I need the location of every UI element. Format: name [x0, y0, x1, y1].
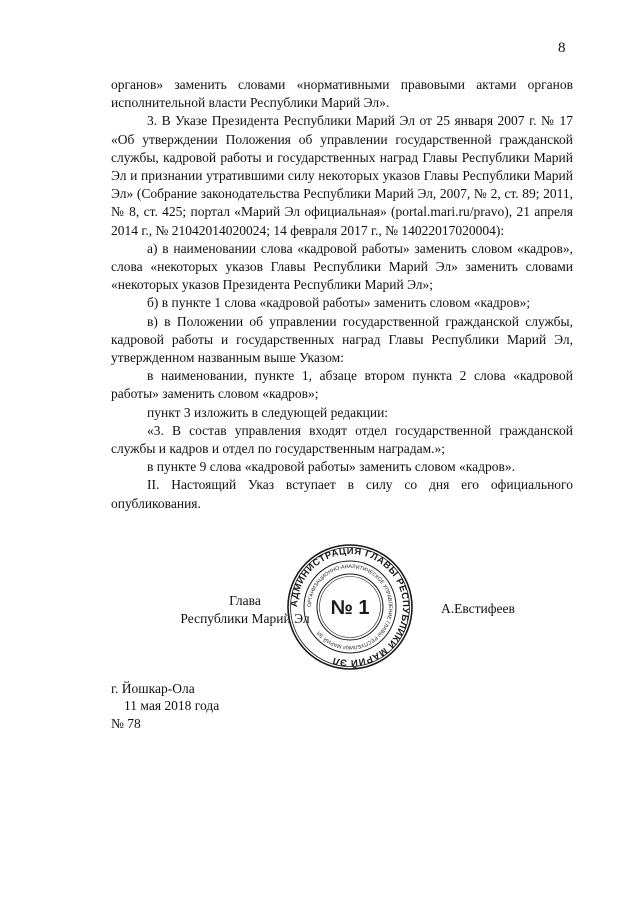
decree-number: № 78: [111, 716, 141, 731]
paragraph: а) в наименовании слова «кадровой работы» заменить словом «кадров», слова «некоторых указов Главы Республики Марий Эл» заменить словами «некоторых указов Президента Республики Марий Эл»;: [111, 240, 573, 293]
paragraph: 3. В Указе Президента Республики Марий Эл от 25 января 2007 г. № 17 «Об утверждении Положения об управлении государственной гражданской службы, кадровой работы и государственных наград Главы Республики Марий Эл и признании утратившими силу некоторых указов Главы Республики Марий Эл» (Собрание законодательства Республики Марий Эл, 2007, № 2, ст. 89; 2011, № 8, ст. 425; портал «Марий Эл официальная» (portal.mari.ru/pravo), 21 апреля 2014 г., № 21042014020024; 14 февраля 2017 г., № 14022017020004):: [111, 113, 573, 238]
paragraph: в наименовании, пункте 1, абзаце втором пункта 2 слова «кадровой работы» заменить словом «кадров»;: [111, 368, 573, 402]
paragraph: «3. В состав управления входят отдел государственной гражданской службы и кадров и отдел по государственным наградам.»;: [111, 422, 573, 457]
signatory-name: А.Евстифеев: [441, 601, 515, 616]
signing-date: 11 мая 2018 года: [124, 698, 220, 713]
signatory-title-line1: Глава: [229, 593, 261, 608]
paragraph: пункт 3 изложить в следующей редакции:: [147, 404, 389, 420]
page-number: 8: [558, 40, 566, 56]
paragraph: II. Настоящий Указ вступает в силу со дня его официального опубликования.: [111, 477, 573, 511]
signatory-title-line2: Республики Марий Эл: [180, 611, 310, 626]
paragraph: в) в Положении об управлении государственной гражданской службы, кадровой работы и государственных наград Главы Республики Марий Эл, утвержденном названным выше Указом:: [111, 313, 573, 366]
paragraph: органов» заменить словами «нормативными правовыми актами органов исполнительной власти Республики Марий Эл».: [111, 77, 573, 111]
paragraph: в пункте 9 слова «кадровой работы» заменить словом «кадров».: [147, 459, 516, 475]
paragraph: б) в пункте 1 слова «кадровой работы» заменить словом «кадров»;: [147, 295, 531, 311]
official-seal: [286, 543, 414, 671]
seal-outer-text: АДМИНИСТРАЦИЯ ГЛАВЫ РЕСПУБЛИКИ МАРИЙ ЭЛ: [287, 544, 413, 670]
seal-center-number: № 1: [330, 597, 370, 619]
document-body: [111, 76, 573, 513]
place-of-signing: г. Йошкар-Ола: [111, 681, 195, 696]
seal-inner-text: ОРГАНИЗАЦИОННО-АНАЛИТИЧЕСКОЕ УПРАВЛЕНИЕ ГЛАВЫ РЕСПУБЛИКИ МАРИЙ ЭЛ: [306, 563, 394, 651]
